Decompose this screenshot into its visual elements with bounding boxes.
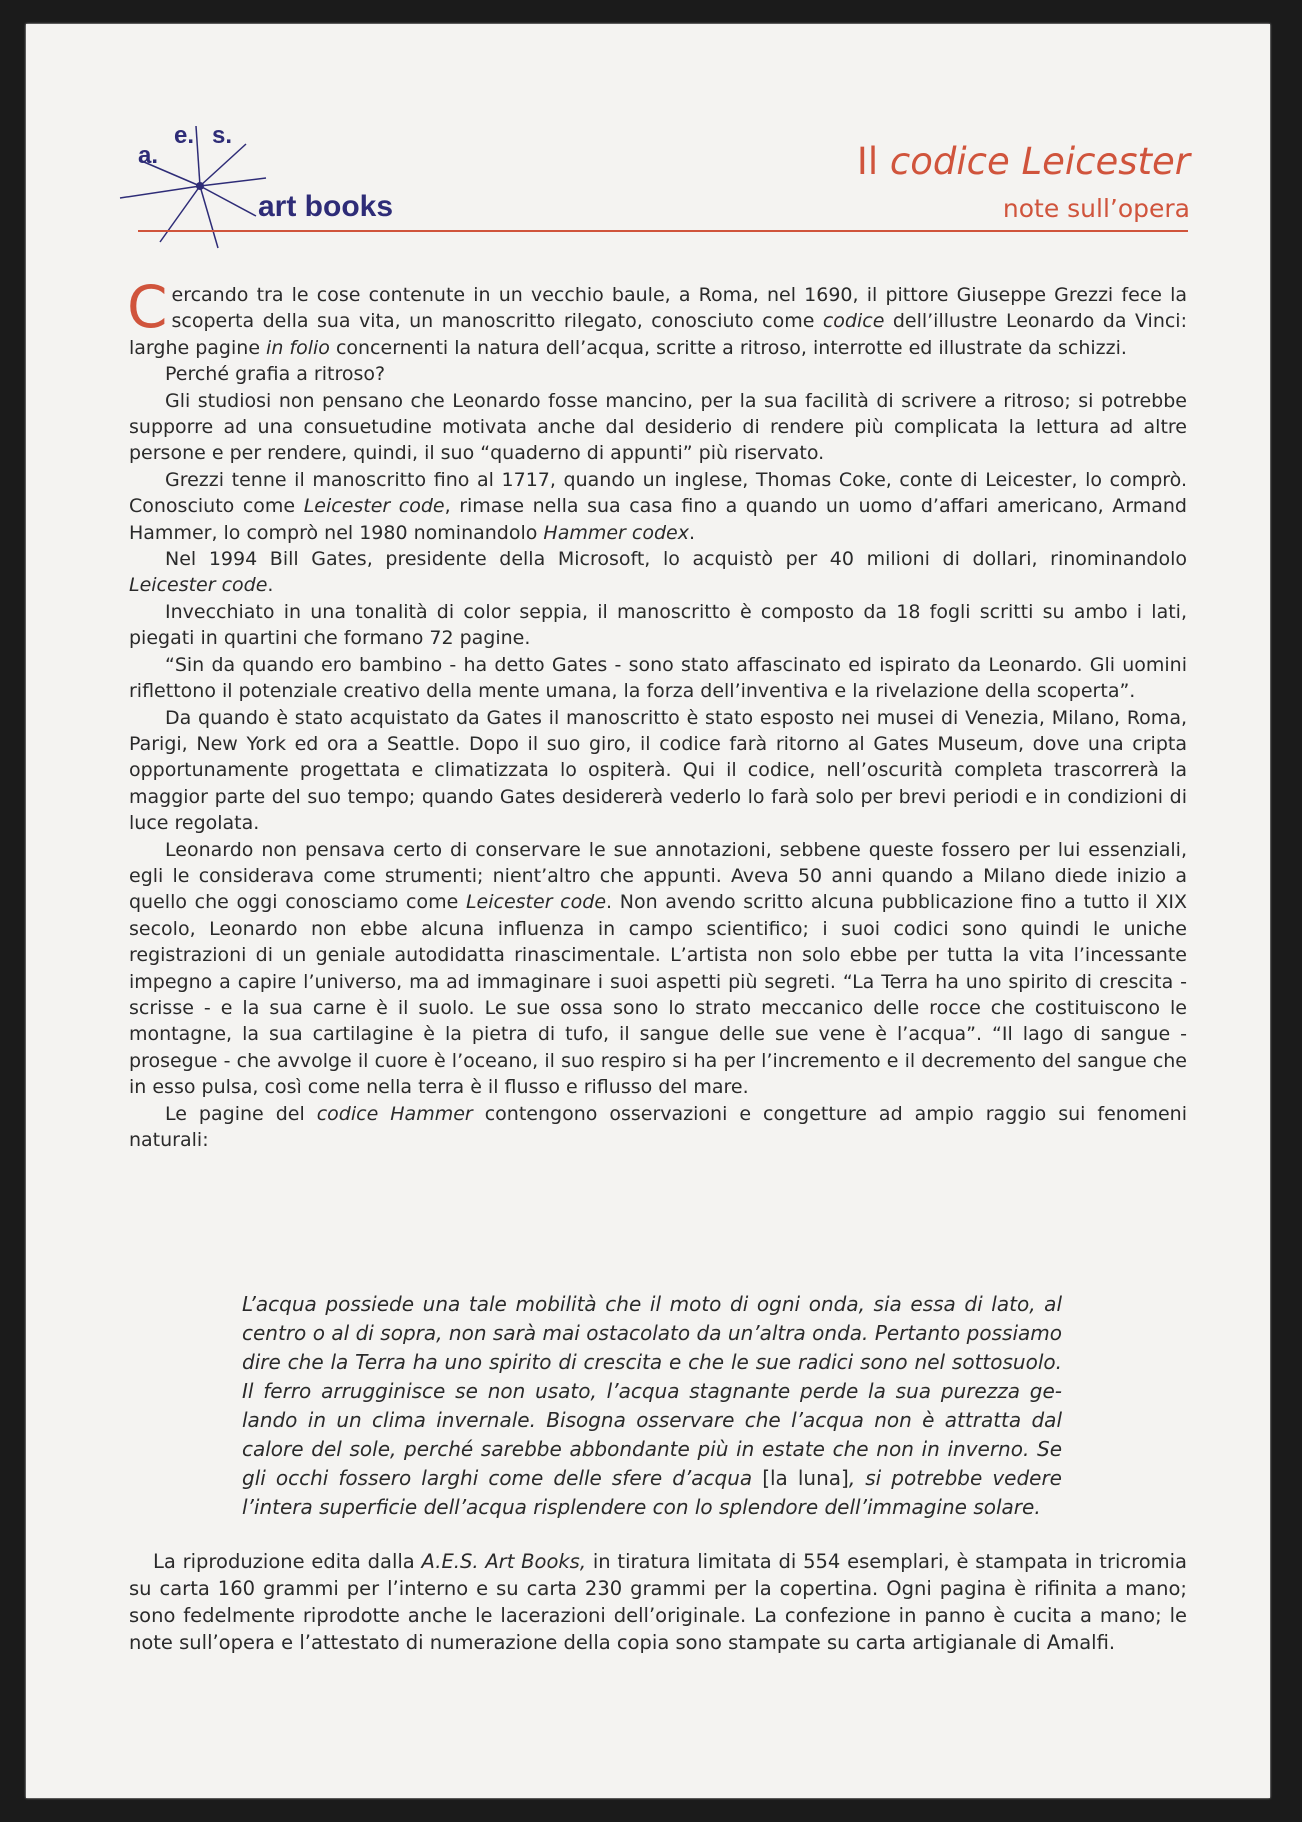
body-text: [127, 273, 1188, 1153]
paragraph-5: [129, 546, 1187, 599]
italic-run: codice Hammer: [316, 1102, 473, 1125]
paragraph-6: Invecchiato in una tonalità di color seppia, il manoscritto è composto da 18 fogli scritti su ambo i lati, piegati in quartini che formano 72 pagine.: [129, 600, 1187, 650]
text-run: concernenti la natura dell’acqua, scritte a ritroso, interrotte ed illustrate da schizzi.: [329, 336, 1127, 359]
paragraph-10: [129, 1101, 1187, 1154]
logo-letter-a: a.: [138, 142, 159, 169]
paragraph-4: [129, 467, 1187, 546]
text-run: . Non avendo scritto alcuna pubblicazione fino a tutto il XIX secolo, Leonardo non ebbe alcuna influenza in campo scientifico; i suoi codici sono quindi le uniche registrazioni di un geniale autodidatta rinascimentale. L’artista non solo ebbe per tutta la vita l’incessante impegno a capire l’universo, ma ad immaginare i suoi aspetti più segreti. “La Terra ha uno spirito di crescita - scrisse - e la sua carne è il suolo. Le sue ossa sono lo strato meccanico delle rocce che costituiscono le montagne, la sua cartilagine è la pietra di tufo, il sangue delle sue vene è l’acqua”. “Il lago di sangue - prosegue - che avvolge il cuore è l’oceano, il suo respiro si ha per l’incremento e il decremento del sangue che in esso pulsa, così come nella terra è il flusso e riflusso del mare.: [129, 891, 1188, 1099]
italic-run: Leicester code: [465, 891, 607, 914]
colophon: [129, 1548, 1187, 1656]
document-subtitle: note sull’opera: [1002, 194, 1190, 223]
title-italic: codice Leicester: [889, 140, 1190, 183]
paragraph-9: [129, 837, 1187, 1101]
colophon-paragraph: [129, 1548, 1187, 1656]
quote-insert: [la luna]: [762, 1466, 849, 1490]
italic-run: in folio: [266, 336, 330, 359]
text-run: ercando tra le cose contenute in un vecchio baule, a Roma, nel 1690, il pittore Giuseppe Grezzi fece la scoperta della sua vita, un manoscritto rilegato, conosciuto come: [171, 284, 1187, 333]
italic-run: Hammer codex: [543, 521, 689, 544]
logo-wordmark: art books: [258, 190, 394, 223]
paragraph-2: Perché grafia a ritroso?: [165, 363, 386, 386]
document-title: [857, 140, 1190, 183]
logo-letter-e: e.: [174, 122, 195, 149]
italic-run: codice: [822, 310, 885, 333]
quote-text: , si potrebbe vedere l’intera superficie dell’acqua risplendere con lo splendore dell’immagine solare.: [242, 1466, 1062, 1519]
text-run: .: [688, 521, 696, 544]
italic-run: Leicester code: [303, 495, 445, 518]
text-run: Le pagine del: [165, 1102, 317, 1125]
italic-run: A.E.S. Art Books,: [421, 1550, 587, 1573]
text-run: , rimase nella sua casa fino a quando un uomo d’affari americano, Armand Hammer, lo comprò nel 1980 nominandolo: [129, 495, 1187, 544]
logo-letter-s: s.: [212, 122, 233, 149]
block-quote: [242, 1290, 1062, 1522]
paragraph-8: Da quando è stato acquistato da Gates il manoscritto è stato esposto nei musei di Venezia, Milano, Roma, Parigi, New York ed ora a Seattle. Dopo il suo giro, il codice farà ritorno al Gates Museum, dove una cripta opportunamente progettata e climatizzata lo ospiterà. Qui il codice, nell’oscurità completa trascorrerà la maggior parte del suo tempo; quando Gates desidererà vederlo lo farà solo per brevi periodi e in condizioni di luce regolata.: [129, 706, 1187, 835]
text-run: Nel 1994 Bill Gates, presidente della Microsoft, lo acquistò per 40 milioni di dollari, rinominandolo: [165, 548, 1187, 571]
italic-run: Leicester code: [129, 574, 268, 597]
star-burst-icon: [108, 122, 448, 254]
quote-text: L’acqua possiede una tale mobilità che il moto di ogni onda, sia essa di lato, al centro o al di sopra, non sarà mai ostacolato da un’altra onda. Pertanto possiamo dire che la Terra ha uno spirito di crescita e che le sue radici sono nel sottosuolo. Il ferro arrugginisce se non usato, l’acqua stagnante perde la sua purezza gelando in un clima invernale. Bisogna osservare che l’acqua non è attratta dal calore del sole, perché sarebbe abbondante più in estate che non in inverno. Se gli occhi fossero larghi come delle sfere d’acqua: [242, 1292, 1062, 1490]
header-divider: [138, 230, 1188, 232]
text-run: Leonardo non pensava certo di conservare le sue annotazioni, sebbene queste fossero per lui essenziali, egli le considerava come strumenti; nient’altro che appunti. Aveva 50 anni quando a Milano diede inizio a quello che oggi conosciamo come: [129, 838, 1187, 914]
paragraph-3: Gli studiosi non pensano che Leonardo fosse mancino, per la sua facilità di scrivere a ritroso; si potrebbe supporre ad una consuetudine motivata anche dal desiderio di rendere più complicata la lettura ad altre persone e per rendere, quindi, il suo “quaderno di appunti” più riservato.: [129, 389, 1187, 465]
text-run: .: [267, 574, 274, 597]
text-run: in tiratura limitata di 554 esemplari, è stampata in tricromia su carta 160 grammi per l’interno e su carta 230 grammi per la copertina. Ogni pagina è rifinita a mano; sono fedelmente riprodotte anche le lacerazioni dell’originale. La confezione in panno è cucita a mano; le note sull’opera e l’attestato di numerazione della copia sono stampate su carta artigianale di Amalfi.: [129, 1550, 1187, 1654]
paragraph-1: [127, 273, 1187, 361]
text-run: Grezzi tenne il manoscritto fino al 1717, quando un inglese, Thomas Coke, conte di Leicester, lo comprò. Conosciuto come: [129, 468, 1187, 518]
paragraph-7: “Sin da quando ero bambino - ha detto Gates - sono stato affascinato ed ispirato da Leonardo. Gli uomini riflettono il potenziale creativo della mente umana, la forza dell’inventiva e la rivelazione della scoperta”.: [129, 653, 1187, 703]
drop-cap: C: [127, 273, 168, 341]
aes-logo: [108, 122, 448, 254]
text-run: dell’illustre Leonardo da Vinci: larghe pagine: [129, 310, 1187, 359]
text-run: contengono osservazioni e congetture ad ampio raggio sui fenomeni naturali:: [129, 1102, 1187, 1151]
title-prefix: Il: [856, 140, 890, 183]
text-run: La riproduzione edita dalla: [153, 1550, 422, 1573]
